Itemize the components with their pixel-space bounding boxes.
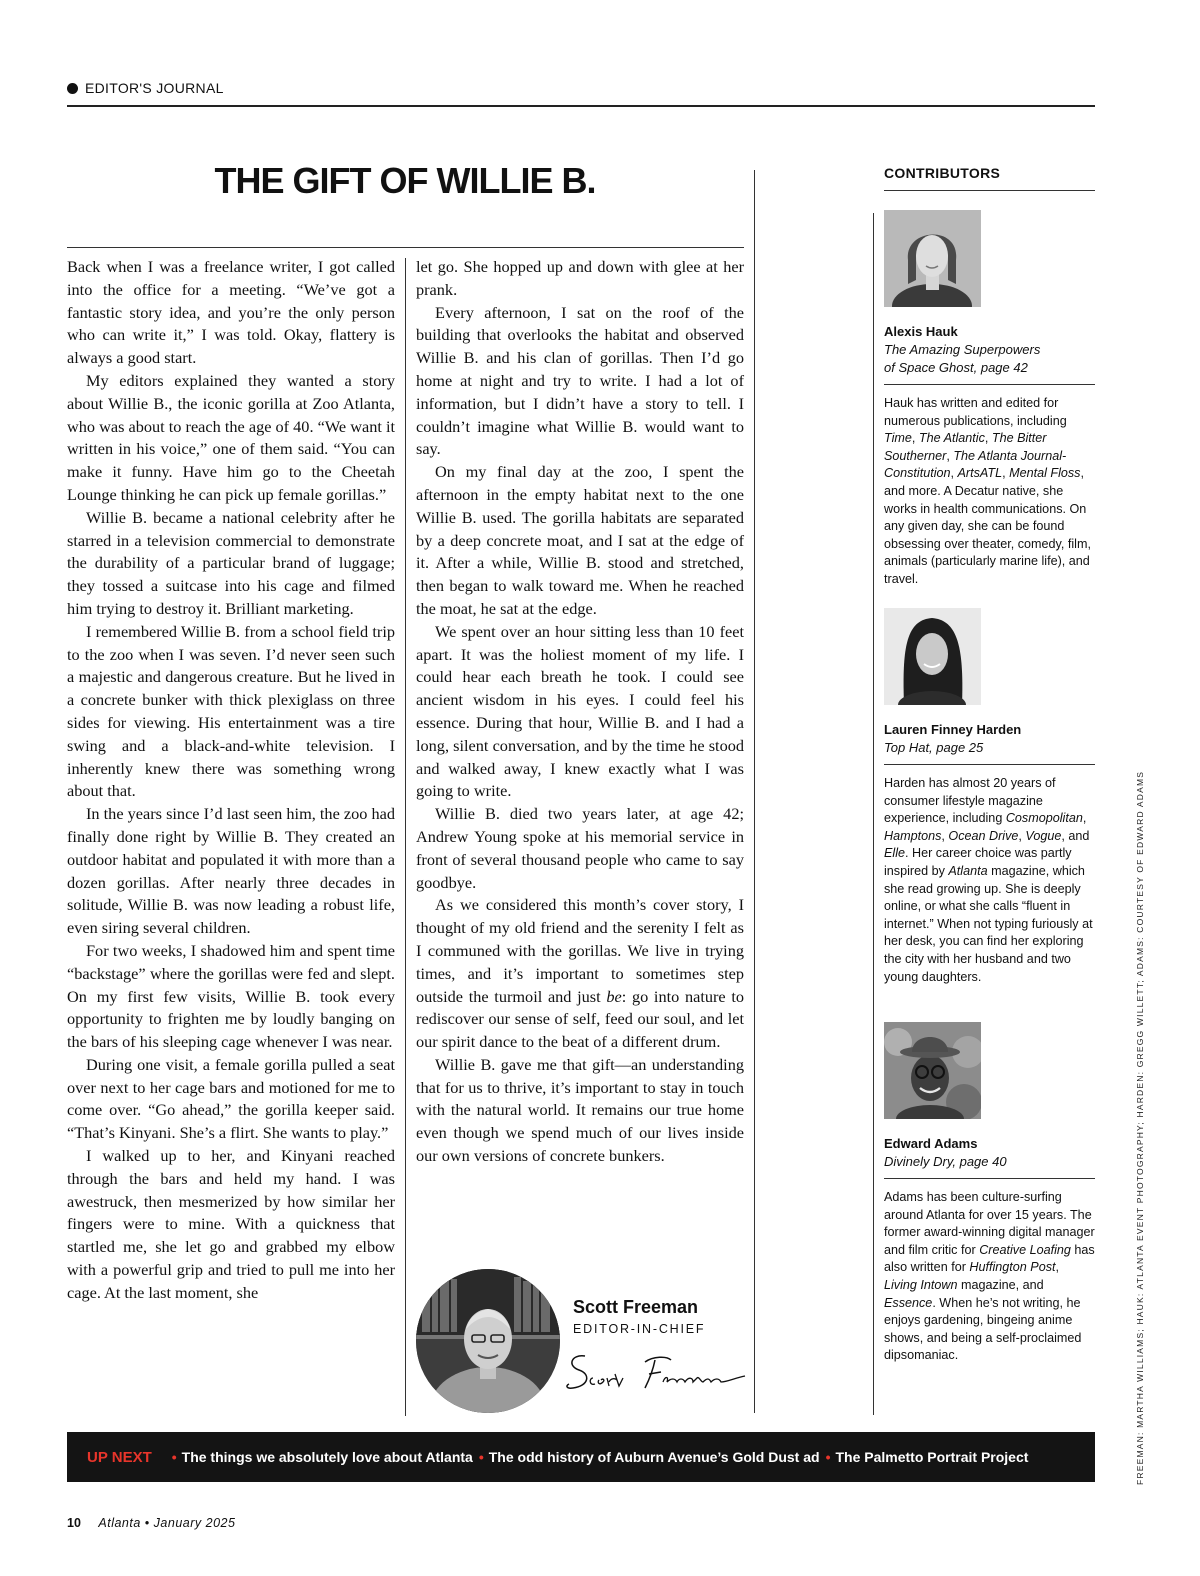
contributor-story: Divinely Dry, page 40 (884, 1154, 1007, 1169)
paragraph: During one visit, a female gorilla pulled a seat over next to her cage bars and motioned for me to come over. “Go ahead,” the gorilla keeper said. “That’s Kinyani. She’s a flirt. She wants to play.” (67, 1054, 395, 1143)
contributor-rule (884, 764, 1095, 765)
story-line: of Space Ghost, page 42 (884, 360, 1028, 375)
text-run: Hauk has written and edited for numerous publications, including (884, 396, 1067, 428)
editor-title: EDITOR-IN-CHIEF (573, 1322, 706, 1336)
paragraph: My editors explained they wanted a story about Willie B., the iconic gorilla at Zoo Atlanta, who was about to reach the age of 40. “We want it written in his voice,” one of them said. “You can make it funny. Have him go to the Cheetah Lounge thinking he can pick up female gorillas.” (67, 370, 395, 504)
bullet-icon: • (171, 1449, 177, 1465)
text-run: Harden has almost 20 years of consumer lifestyle magazine experience, including (884, 776, 1056, 826)
contributor-bio (884, 395, 1095, 589)
paragraph: On my final day at the zoo, I spent the afternoon in the empty habitat next to the one Willie B. used. The gorilla habitats are separated by a deep concrete moat, and I sat at the edge of it. After a while, Willie B. stood and stretched, then began to walk toward me. When he reached the moat, he sat at the edge. (416, 462, 744, 618)
text-run: : go into nature to rediscover our sense of self, feed our soul, and let our spirit dance to the beat of a different drum. (416, 986, 744, 1052)
text-run: magazine, and (957, 1277, 1044, 1292)
paragraph: let go. She hopped up and down with glee at her prank. (416, 257, 744, 299)
paragraph: I remembered Willie B. from a school field trip to the zoo when I was seven. I’d never seen such a majestic and dangerous creature. But he lived in a concrete bunker with thick plexiglass on three sides for viewing. His entertainment was a tire swing and a black-and-white television. I inherently knew there was something wrong about that. (67, 621, 395, 801)
publication-title: Mental Floss (1009, 466, 1081, 481)
article-column-middle (416, 256, 744, 1168)
sidebar-divider (754, 170, 755, 1413)
contributor-photo (884, 608, 981, 705)
story-line: The Amazing Superpowers (884, 342, 1041, 357)
paragraph: For two weeks, I shadowed him and spent time “backstage” where the gorillas were fed and slept. On my first few visits, Willie B. took every opportunity to frighten me by loudly banging on the bars of his sleeping cage whenever I was near. (67, 940, 395, 1052)
publication-title: Vogue (1025, 828, 1062, 843)
bullet-icon: • (478, 1449, 484, 1465)
publication-title: Cosmopolitan (1005, 811, 1083, 826)
publication-title: Elle (884, 846, 905, 861)
text-run: As we considered this month’s cover story, I thought of my old friend and the serenity I felt as I communed with the gorillas. We live in trying times, and it’s important to sometimes step outside the turmoil and just (416, 895, 744, 1006)
publication-title: Creative Loafing (979, 1242, 1071, 1257)
page-number: 10 (67, 1516, 81, 1530)
text-run: magazine, which she read growing up. She is deeply online, or what she calls “fluent in internet.” When not typing furiously at her desk, you can find her exploring the city with her husband and two young daughters. (884, 863, 1093, 984)
magazine-name: Atlanta (98, 1516, 141, 1530)
paragraph: We spent over an hour sitting less than 10 feet apart. It was the holiest moment of my life. I could hear each breath he took. I could see ancient wisdom in his eyes. I could feel his essence. During that hour, Willie B. and I had a long, silent conversation, and by the time he stood and walked away, I knew exactly what I was going to write. (416, 621, 744, 801)
bullet-dot-icon (67, 83, 78, 94)
text-run: , and more. A Decatur native, she works in health communications. On any given day, she can be found obsessing over theater, comedy, film, animals (particularly marine life), and travel. (884, 466, 1091, 586)
text-run: , (911, 431, 919, 446)
text-run: , (1002, 466, 1010, 481)
footer-issue (98, 1516, 235, 1530)
text-run: , (950, 466, 958, 481)
publication-title: The Bitter Southerner (884, 431, 1047, 463)
paragraph: Willie B. became a national celebrity after he starred in a television commercial to demonstrate the durability of a particular brand of luggage; they tossed a suitcase into his cage and filmed him trying to destroy it. Brilliant marketing. (67, 507, 395, 618)
text-run: , (984, 431, 992, 446)
handwritten-signature (563, 1348, 753, 1396)
contributors-rule (884, 190, 1095, 191)
section-label (67, 80, 224, 96)
paragraph: Willie B. gave me that gift—an understanding that for us to thrive, it’s important to stay in touch with the natural world. It remains our true home even though we spend much of our lives inside our own versions of concrete bunkers. (416, 1054, 744, 1166)
contributors-heading: CONTRIBUTORS (884, 165, 1001, 181)
issue-date: January 2025 (153, 1516, 236, 1530)
editor-name: Scott Freeman (573, 1297, 699, 1317)
contributor-story: Top Hat, page 25 (884, 740, 984, 755)
editor-portrait (416, 1269, 560, 1413)
emphasis-be: be (606, 986, 622, 1006)
text-run: , and (1061, 828, 1090, 843)
contributor-card-harden (884, 608, 1095, 986)
article-title: THE GIFT OF WILLIE B. (214, 160, 596, 201)
contributor-rule (884, 1178, 1095, 1179)
text-run: , (941, 828, 949, 843)
text-run: . When he’s not writing, he enjoys gardening, bingeing anime shows, and being a self-proclaimed dipsomaniac. (884, 1295, 1082, 1363)
contributor-name: Alexis Hauk (884, 324, 958, 339)
paragraph (416, 894, 744, 1054)
paragraph: In the years since I’d last seen him, the zoo had finally done right by Willie B. They created an outdoor habitat and populated it with more than a dozen gorillas. After nearly three decades in solitude, Willie B. was now leading a robust life, even siring several children. (67, 804, 395, 938)
text-run: , (1082, 811, 1087, 826)
headline-rule (67, 247, 744, 248)
up-next-item[interactable]: The things we absolutely love about Atlanta (181, 1449, 473, 1465)
footer-separator: • (144, 1516, 150, 1530)
up-next-item[interactable]: The odd history of Auburn Avenue’s Gold Dust ad (488, 1449, 820, 1465)
paragraph: I walked up to her, and Kinyani reached through the bars and held my hand. I was awestruck, then mesmerized by how similar her fingers were to mine. With a quickness that startled me, she let go and grabbed my elbow with a powerful grip and tried to pull me into her cage. At the last moment, she (67, 1146, 395, 1302)
publication-title: ArtsATL (957, 466, 1003, 481)
contributor-card-hauk (884, 210, 1095, 589)
contributor-story (884, 341, 1095, 377)
article-column-left (67, 256, 395, 1305)
paragraph: Every afternoon, I sat on the roof of the building that overlooks the habitat and observed Willie B. and his clan of gorillas. Then I’d go home at night and try to write. I had a lot of information, but I didn’t have a story to tell. I couldn’t imagine what Willie B. would want to say. (416, 302, 744, 459)
publication-title: Living Intown (884, 1277, 958, 1292)
paragraph: Willie B. died two years later, at age 42; Andrew Young spoke at his memorial service in front of several thousand people who came to say goodbye. (416, 804, 744, 892)
contributors-vertical-rule (873, 213, 874, 1415)
bullet-icon: • (825, 1449, 831, 1465)
contributor-card-adams (884, 1022, 1095, 1365)
publication-title: Hamptons (884, 828, 942, 843)
section-label-text: EDITOR'S JOURNAL (85, 80, 224, 96)
contributor-name: Edward Adams (884, 1136, 978, 1151)
contributor-bio (884, 775, 1095, 986)
publication-title: Huffington Post (969, 1260, 1056, 1275)
contributor-bio (884, 1189, 1095, 1365)
up-next-item[interactable]: The Palmetto Portrait Project (835, 1449, 1029, 1465)
up-next-banner (67, 1432, 1095, 1482)
text-run: , (1018, 828, 1026, 843)
column-divider (405, 258, 406, 1416)
text-run: , (946, 448, 954, 463)
paragraph: Back when I was a freelance writer, I got called into the office for a meeting. “We’ve got a fantastic story idea, and you’re the only person who can write it,” I was told. Okay, flattery is always a good start. (67, 257, 395, 368)
page-footer (67, 1516, 235, 1530)
publication-title: Atlanta (948, 863, 988, 878)
contributor-rule (884, 384, 1095, 385)
publication-title: Essence (884, 1295, 933, 1310)
contributor-photo (884, 210, 981, 307)
photo-credit: FREEMAN: MARTHA WILLIAMS; HAUK: ATLANTA EVENT PHOTOGRAPHY; HARDEN: GREGG WILLETT; ADAMS: COURTESY OF EDWARD ADAMS (1135, 770, 1145, 1485)
text-run: . Her career choice was partly inspired by (884, 846, 1072, 878)
contributor-photo (884, 1022, 981, 1119)
text-run: has also written for (884, 1242, 1095, 1275)
up-next-label: UP NEXT (87, 1448, 152, 1466)
publication-title: Ocean Drive (948, 828, 1019, 843)
publication-title: Time (884, 431, 912, 446)
publication-title: The Atlantic (918, 431, 985, 446)
text-run: , (1055, 1260, 1059, 1275)
top-rule (67, 105, 1095, 107)
publication-title: The Atlanta Journal-Constitution (884, 448, 1067, 481)
text-run: Adams has been culture-surfing around Atlanta for over 15 years. The former award-winning digital manager and film critic for (884, 1190, 1095, 1257)
contributor-name: Lauren Finney Harden (884, 722, 1022, 737)
